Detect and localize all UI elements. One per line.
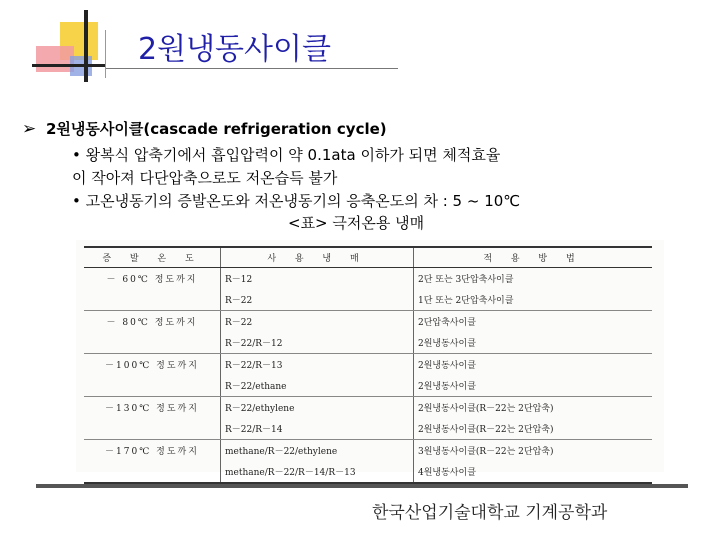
- cell-temp: [84, 418, 221, 440]
- title-underline: [106, 68, 398, 69]
- table-row: [84, 311, 652, 333]
- cell-application: 2단압축사이클: [418, 318, 476, 328]
- cell-application: 2원냉동사이클: [418, 361, 476, 371]
- cell-temp: －170℃ 정도까지: [84, 440, 221, 462]
- header-application: 적 용 방 법: [414, 247, 653, 268]
- cell-temp: [84, 461, 221, 483]
- cell-temp: －100℃ 정도까지: [84, 354, 221, 376]
- cell-temp: [84, 375, 221, 397]
- refrigerant-table-image: [76, 240, 664, 478]
- cell-refrigerant: methane/R－22/R－14/R－13: [221, 461, 414, 483]
- table-row: [84, 354, 652, 376]
- cell-application: 1단 또는 2단압축사이클: [414, 289, 653, 311]
- decor-thin-line: [105, 30, 106, 78]
- table-row: [84, 289, 652, 311]
- table-row: [84, 461, 652, 483]
- cell-refrigerant: R－22/ethane: [221, 375, 414, 397]
- arrow-bullet-icon: ➢: [22, 119, 37, 139]
- table-row: [84, 268, 652, 290]
- table-row: [84, 397, 652, 419]
- decor-vertical-line: [84, 10, 88, 82]
- cell-refrigerant: R－12: [221, 268, 414, 290]
- table-header-row: [84, 247, 652, 268]
- cell-application: 2원냉동사이클: [414, 332, 653, 354]
- main-bullet: [22, 118, 387, 139]
- body-line-1: • 왕복식 압축기에서 흡입압력이 약 0.1ata 이하가 되면 체적효율: [72, 146, 501, 164]
- cell-refrigerant: R－22/R－12: [221, 332, 414, 354]
- cell-application: 2원냉동사이클(R－22는 2단압축): [414, 418, 653, 440]
- cell-refrigerant: R－22/ethylene: [221, 397, 414, 419]
- slide-title: 2원냉동사이클: [138, 32, 331, 67]
- body-line-3: • 고온냉동기의 증발온도와 저온냉동기의 응축온도의 차 : 5 ~ 10℃: [72, 192, 521, 210]
- table-row: [84, 440, 652, 462]
- cell-application: 3원냉동사이클(R－22는 2단압축): [418, 447, 554, 457]
- main-bullet-text: 2원냉동사이클(cascade refrigeration cycle): [46, 120, 387, 138]
- cell-refrigerant: R－22: [221, 289, 414, 311]
- table-caption: <표> 극저온용 냉매: [288, 214, 425, 232]
- cell-application: 4원냉동사이클: [414, 461, 653, 483]
- cell-refrigerant: methane/R－22/ethylene: [221, 440, 414, 462]
- cell-temp: －130℃ 정도까지: [84, 397, 221, 419]
- cell-refrigerant: R－22/R－14: [221, 418, 414, 440]
- cell-refrigerant: R－22: [221, 311, 414, 333]
- cell-temp: [84, 289, 221, 311]
- header-refrigerant: 사 용 냉 매: [221, 247, 414, 268]
- body-line-2: 이 작아져 다단압축으로도 저온습득 불가: [72, 169, 338, 187]
- cell-temp: － 80℃ 정도까지: [84, 311, 221, 333]
- refrigerant-table: [84, 246, 652, 484]
- cell-application: 2원냉동사이클(R－22는 2단압축): [418, 404, 554, 414]
- decor-pink-square: [36, 46, 74, 72]
- table-row: [84, 375, 652, 397]
- footer-institution: 한국산업기술대학교 기계공학과: [372, 503, 608, 523]
- footer-divider: [36, 484, 688, 488]
- cell-temp: [84, 332, 221, 354]
- cell-application: 2단 또는 3단압축사이클: [418, 275, 514, 285]
- decor-horizontal-line: [32, 64, 106, 67]
- cell-temp: － 60℃ 정도까지: [84, 268, 221, 290]
- table-row: [84, 332, 652, 354]
- header-evap-temp: 증 발 온 도: [84, 247, 221, 268]
- cell-application: 2원냉동사이클: [414, 375, 653, 397]
- table-row: [84, 418, 652, 440]
- cell-refrigerant: R－22/R－13: [221, 354, 414, 376]
